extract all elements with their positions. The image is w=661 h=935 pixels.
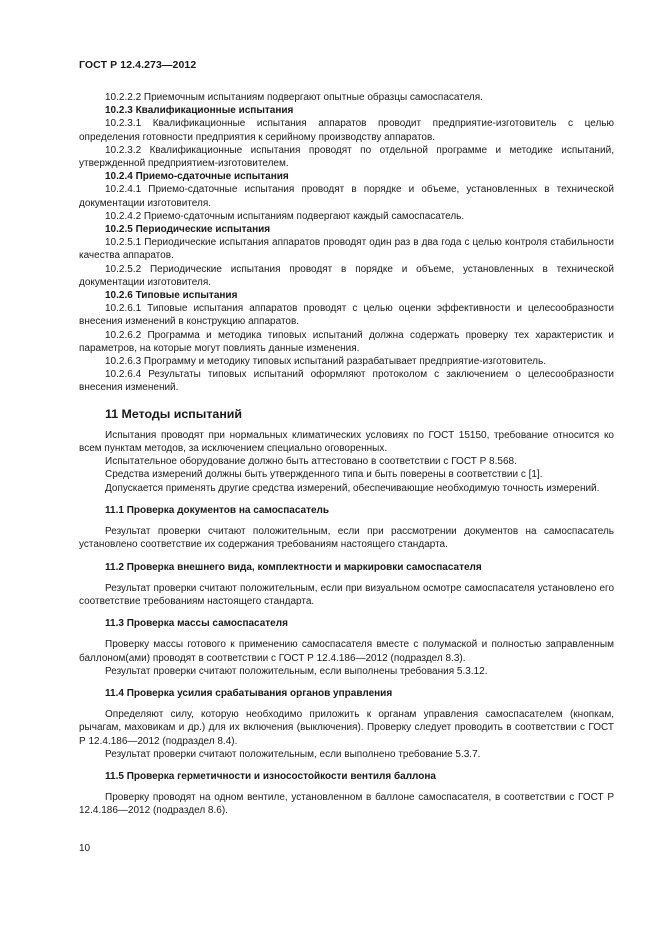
subsection-heading: 10.2.6 Типовые испытания: [105, 290, 238, 302]
subsection-title: 11.2 Проверка внешнего вида, комплектности и маркировки самоспасателя: [105, 561, 482, 573]
paragraph: Испытательное оборудование должно быть аттестовано в соответствии с ГОСТ Р 8.568.: [105, 456, 517, 468]
page-number: 10: [79, 843, 91, 854]
paragraph: 10.2.3.1 Квалификационные испытания аппаратов проводит предприятие-изготовитель с целью определения готовности предприятия к серийному производству аппаратов.: [79, 118, 614, 143]
paragraph: Результат проверки считают положительным, если при рассмотрении документов на самоспасатель установлено соответствие их содержания требованиям настоящего стандарта.: [79, 526, 614, 551]
paragraph: Результат проверки считают положительным, если выполнены требования 5.3.12.: [105, 665, 488, 677]
paragraph: Средства измерений должны быть утвержденного типа и быть поверены в соответствии с [1].: [105, 469, 543, 481]
subsection-title: 11.5 Проверка герметичности и износостойкости вентиля баллона: [105, 770, 436, 782]
paragraph: 10.2.6.2 Программа и методика типовых испытаний должна содержать проверку тех характеристик и параметров, на которые могут повлиять данные изменения.: [79, 329, 614, 354]
paragraph: 10.2.6.1 Типовые испытания аппаратов проводят с целью оценки эффективности и целесообразности внесения изменений в конструкцию аппаратов.: [79, 303, 614, 328]
paragraph: 10.2.4.2 Приемо-сдаточным испытаниям подвергают каждый самоспасатель.: [105, 210, 465, 222]
paragraph: 10.2.2.2 Приемочным испытаниям подвергают опытные образцы самоспасателя.: [105, 92, 483, 103]
paragraph: 10.2.5.2 Периодические испытания проводят в порядке и объеме, установленных в технической документации изготовителя.: [79, 263, 614, 288]
paragraph: Результат проверки считают положительным, если выполнено требование 5.3.7.: [105, 748, 481, 760]
document-header: ГОСТ Р 12.4.273—2012: [79, 59, 197, 71]
subsection-heading: 10.2.5 Периодические испытания: [105, 224, 271, 236]
subsection-title: 11.3 Проверка массы самоспасателя: [105, 618, 288, 630]
paragraph: Испытания проводят при нормальных климатических условиях по ГОСТ 15150, требование относится ко всем пунктам методов, за исключением специально оговоренных.: [79, 429, 614, 455]
subsection-title: 11.4 Проверка усилия срабатывания органов управления: [105, 687, 393, 699]
section-heading: 11 Методы испытаний: [105, 406, 243, 421]
paragraph: 10.2.4.1 Приемо-сдаточные испытания проводят в порядке и объеме, установленных в технической документации изготовителя.: [79, 184, 614, 209]
paragraph: Определяют силу, которую необходимо приложить к органам управления самоспасателем (кнопкам, рычагам, маховикам и др.) для их включения (выключения). Проверку следует проводить в соответствии с ГОСТ Р 12.4.186—2012 (подраздел 8.4).: [79, 709, 614, 747]
subsection-heading: 10.2.3 Квалификационные испытания: [105, 105, 294, 117]
paragraph: Результат проверки считают положительным, если при визуальном осмотре самоспасателя установлено его соответствие требованиям настоящего стандарта.: [79, 582, 614, 607]
paragraph: Проверку проводят на одном вентиле, установленном в баллоне самоспасателя, в соответствии с ГОСТ Р 12.4.186—2012 (подраздел 8.6).: [79, 792, 614, 817]
paragraph: 10.2.3.2 Квалификационные испытания проводят по отдельной программе и методике испытаний, утвержденной предприятием-изготовителем.: [79, 144, 614, 170]
subsection-title: 11.1 Проверка документов на самоспасатель: [105, 504, 330, 516]
paragraph: Допускается применять другие средства измерений, обеспечивающие необходимую точность измерений.: [105, 482, 600, 494]
paragraph: Проверку массы готового к применению самоспасателя вместе с полумаской и полностью заправленным баллоном(ами) проводят в соответствии с ГОСТ Р 12.4.186—2012 (подраздел 8.3).: [79, 639, 614, 664]
paragraph: 10.2.6.4 Результаты типовых испытаний оформляют протоколом с заключением о целесообразности внесения изменений.: [79, 369, 614, 394]
paragraph: 10.2.5.1 Периодические испытания аппаратов проводят один раз в два года с целью контроля стабильности качества аппаратов.: [79, 237, 614, 262]
paragraph: 10.2.6.3 Программу и методику типовых испытаний разрабатывает предприятие-изготовитель.: [105, 356, 546, 368]
document-body: [79, 91, 614, 818]
subsection-heading: 10.2.4 Приемо-сдаточные испытания: [105, 171, 289, 183]
